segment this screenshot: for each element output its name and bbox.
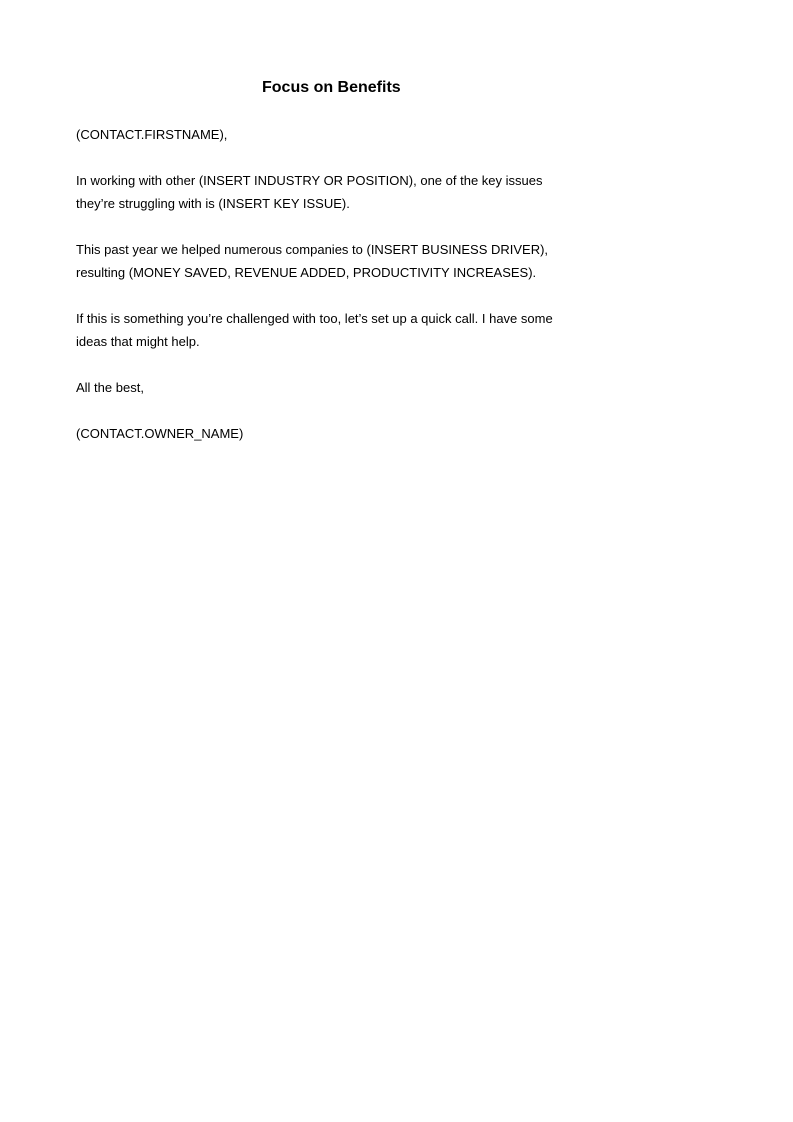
signature: (CONTACT.OWNER_NAME) (76, 426, 244, 441)
paragraph-2-line-1: This past year we helped numerous companies to (INSERT BUSINESS DRIVER), (76, 242, 549, 257)
paragraph-3-line-2: ideas that might help. (76, 334, 200, 349)
closing: All the best, (76, 380, 144, 395)
paragraph-2-line-2: resulting (MONEY SAVED, REVENUE ADDED, PRODUCTIVITY INCREASES). (76, 265, 537, 280)
document-title: Focus on Benefits (262, 79, 401, 96)
paragraph-1-line-1: In working with other (INSERT INDUSTRY OR POSITION), one of the key issues (76, 173, 543, 188)
paragraph-3-line-1: If this is something you’re challenged with too, let’s set up a quick call. I have some (76, 311, 553, 326)
salutation: (CONTACT.FIRSTNAME), (76, 127, 228, 142)
paragraph-1-line-2: they’re struggling with is (INSERT KEY ISSUE). (76, 196, 350, 211)
